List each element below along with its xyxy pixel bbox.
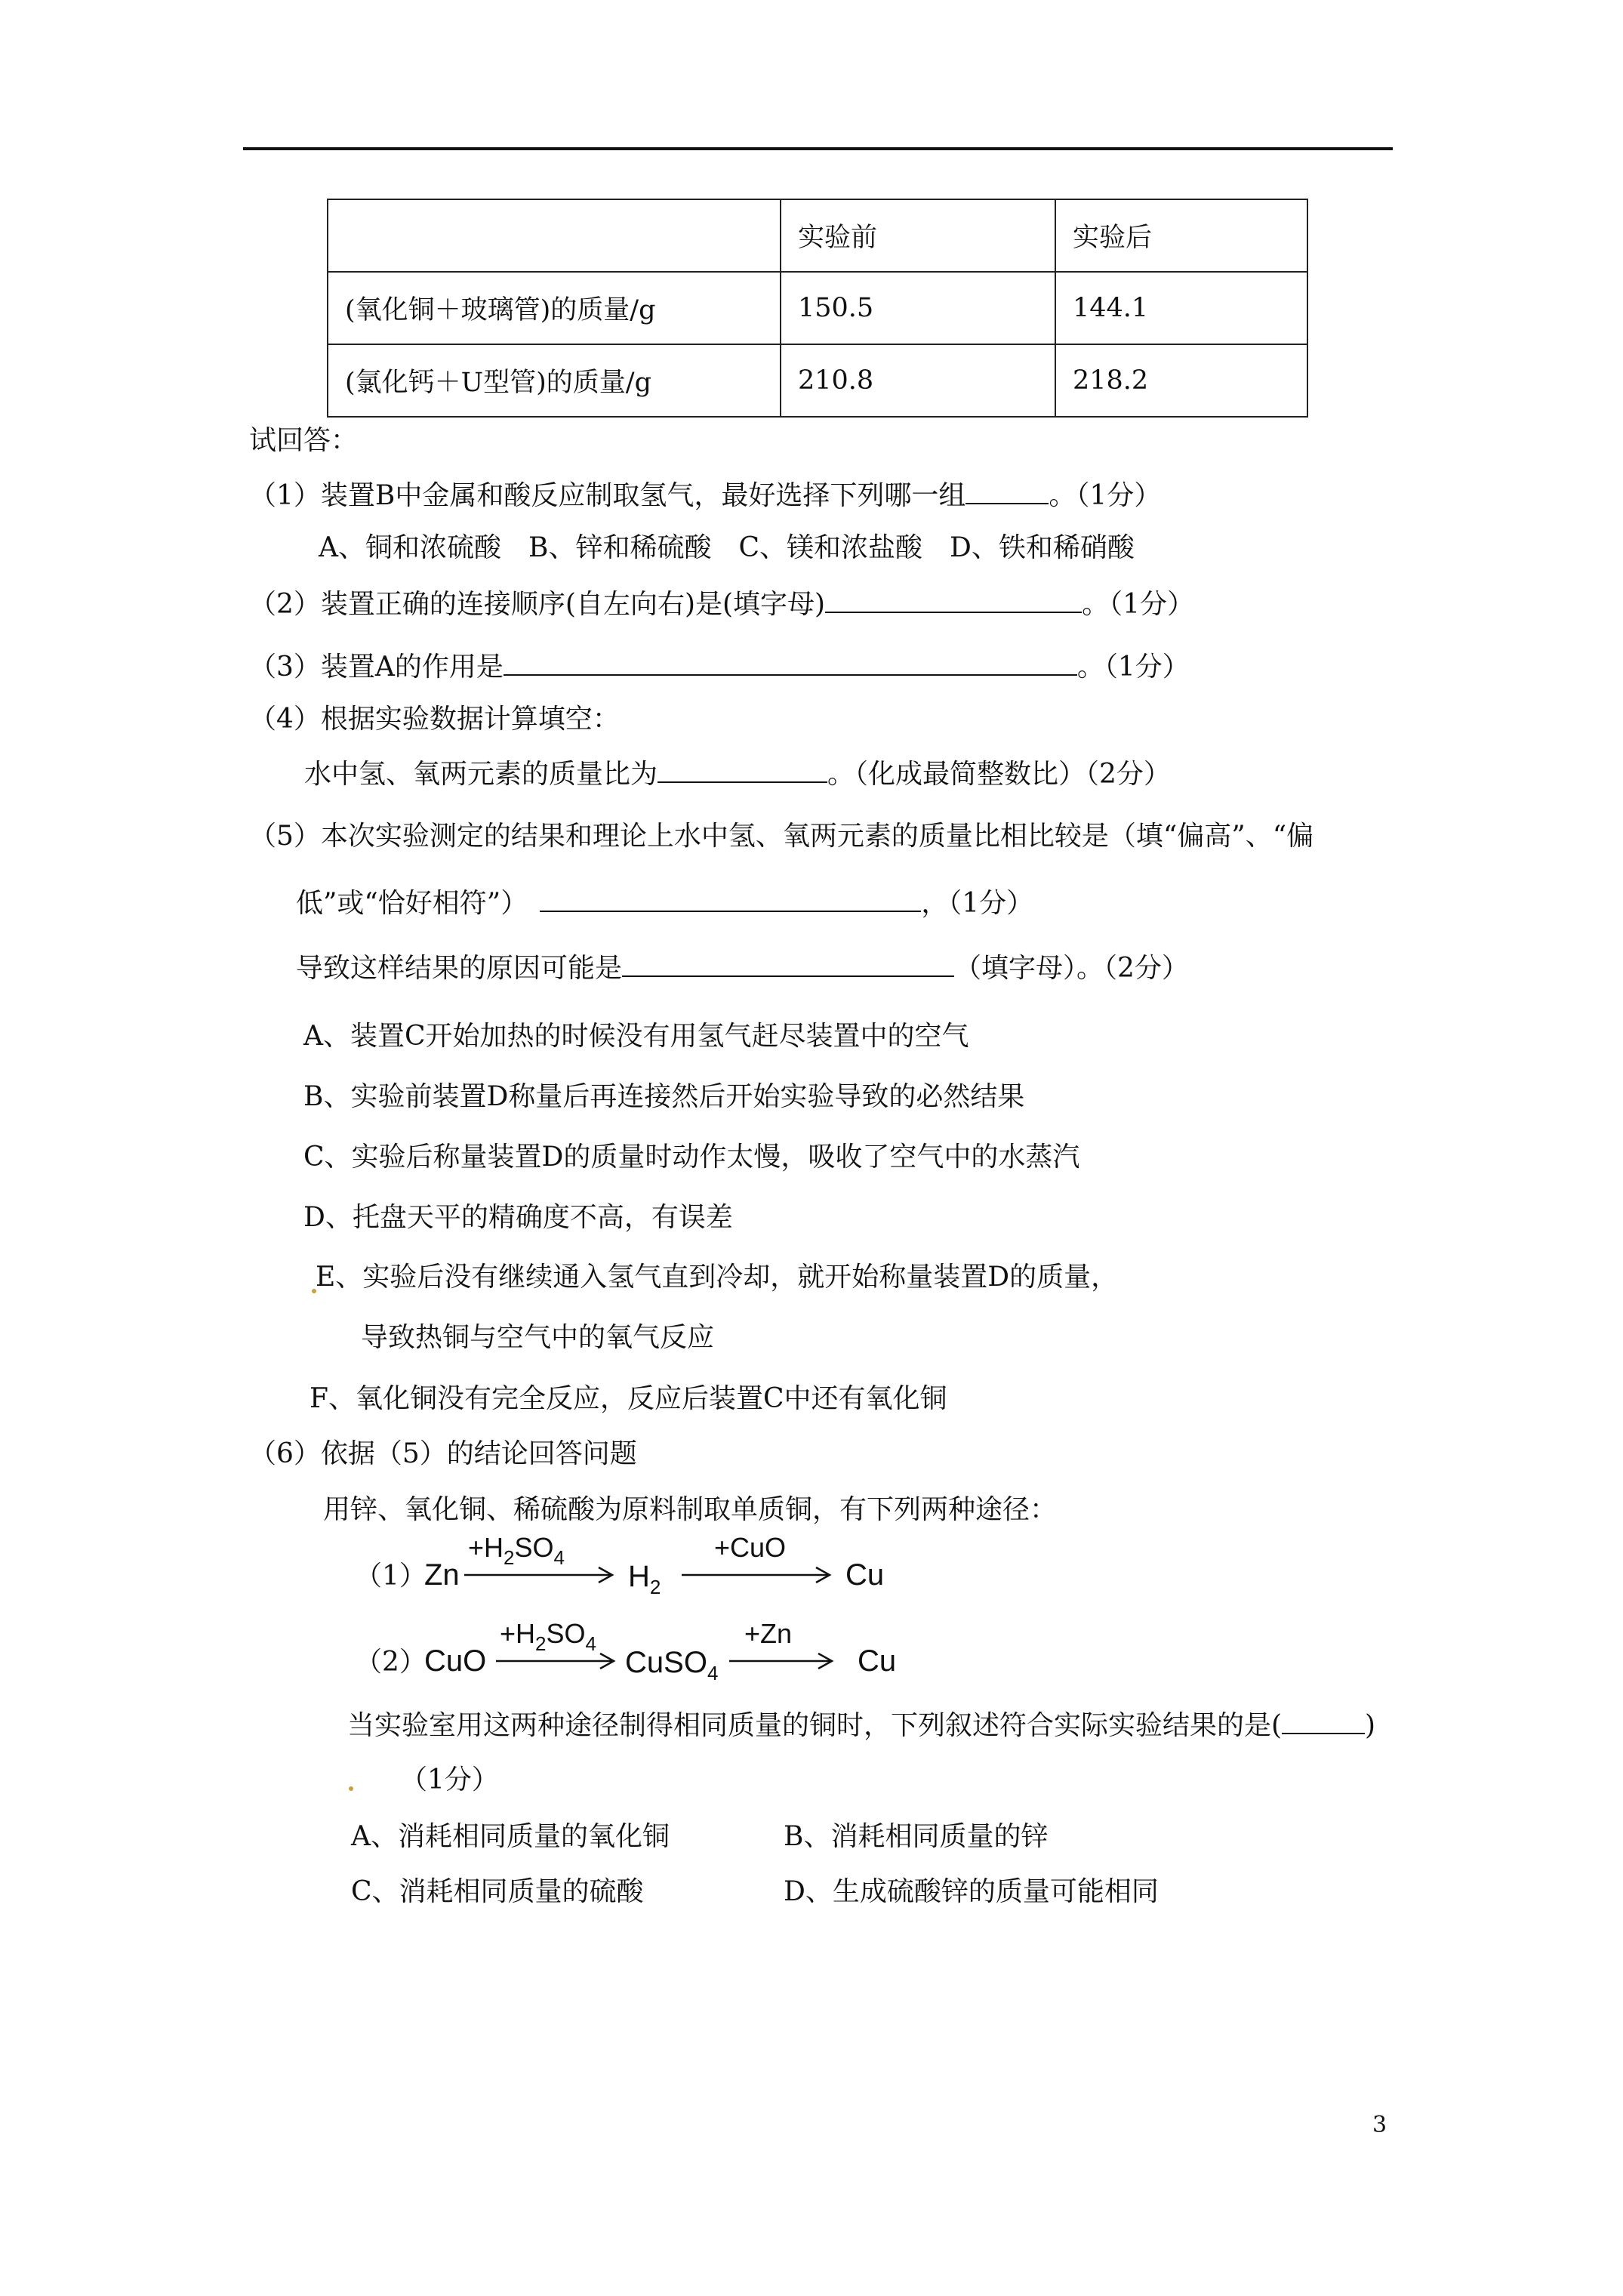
table-cell: 150.5 bbox=[781, 272, 1055, 344]
question-5-line3 bbox=[296, 953, 1189, 982]
question-1-options: A、铜和浓硫酸 B、锌和稀硫酸 C、镁和浓盐酸 D、铁和稀硝酸 bbox=[319, 532, 1135, 563]
question-5-line2 bbox=[296, 888, 1033, 917]
question-2-text: （2）装置正确的连接顺序(自左向右)是(填字母) bbox=[249, 589, 826, 620]
question-1-text: （1）装置B中金属和酸反应制取氢气，最好选择下列哪一组 bbox=[249, 480, 966, 511]
table-header-cell: 实验后 bbox=[1055, 199, 1307, 272]
q5-option-b: B、实验前装置D称量后再连接然后开始实验导致的必然结果 bbox=[303, 1081, 1025, 1112]
q6-option-c: C、消耗相同质量的硫酸 bbox=[351, 1876, 644, 1907]
question-6-intro: 用锌、氧化铜、稀硫酸为原料制取单质铜，有下列两种途径： bbox=[323, 1494, 1058, 1525]
question-3 bbox=[249, 652, 1190, 681]
question-5-line3-text: 导致这样结果的原因可能是 bbox=[296, 953, 623, 984]
question-4-line-text: 水中氢、氧两元素的质量比为 bbox=[304, 759, 658, 790]
question-2 bbox=[249, 589, 1194, 618]
table-header-cell: 实验前 bbox=[781, 199, 1055, 272]
table-cell: (氯化钙＋U型管)的质量/g bbox=[328, 344, 781, 417]
q5-option-a: A、装置C开始加热的时候没有用氢气赶尽装置中的空气 bbox=[303, 1021, 969, 1052]
question-6-prompt-text: 当实验室用这两种途径制得相同质量的铜时，下列叙述符合实际实验结果的是( bbox=[347, 1710, 1283, 1741]
q5-option-e-cont: 导致热铜与空气中的氧气反应 bbox=[361, 1322, 715, 1353]
route-2-end: Cu bbox=[858, 1644, 897, 1678]
q5-option-d: D、托盘天平的精确度不高，有误差 bbox=[303, 1202, 733, 1233]
answer-blank-1[interactable] bbox=[965, 480, 1049, 504]
answer-blank-4[interactable] bbox=[658, 759, 827, 783]
question-1-tail: 。（1分） bbox=[1049, 480, 1162, 511]
route-1-arrow-1 bbox=[464, 1566, 615, 1584]
route-2-arrow-2 bbox=[729, 1652, 835, 1670]
question-5-line3-tail: （填字母）。（2分） bbox=[954, 953, 1189, 984]
table-cell: (氧化铜＋玻璃管)的质量/g bbox=[328, 272, 781, 344]
q5-option-e: E、实验后没有继续通入氢气直到冷却，就开始称量装置D的质量， bbox=[316, 1262, 1119, 1293]
question-3-text: （3）装置A的作用是 bbox=[249, 652, 504, 683]
question-4: （4）根据实验数据计算填空： bbox=[249, 704, 620, 735]
question-4-line bbox=[304, 759, 1171, 788]
route-1-reagent-1: $+H_2SO_4$ bbox=[468, 1532, 565, 1569]
intro-text: 试回答： bbox=[249, 425, 359, 456]
table-row bbox=[328, 272, 1307, 344]
route-1-mid: $H_2$ bbox=[628, 1560, 661, 1598]
table-cell: 218.2 bbox=[1055, 344, 1307, 417]
route-2-arrow-1 bbox=[496, 1652, 617, 1670]
q6-option-d: D、生成硫酸锌的质量可能相同 bbox=[784, 1876, 1159, 1907]
question-1 bbox=[249, 480, 1161, 510]
speck-mark bbox=[349, 1786, 353, 1791]
question-3-tail: 。（1分） bbox=[1076, 652, 1190, 683]
route-2-start: CuO bbox=[424, 1644, 487, 1678]
answer-blank-5b[interactable] bbox=[622, 953, 954, 977]
answer-blank-2[interactable] bbox=[825, 589, 1082, 613]
q5-option-c: C、实验后称量装置D的质量时动作太慢，吸收了空气中的水蒸汽 bbox=[303, 1142, 1080, 1173]
q6-option-a: A、消耗相同质量的氧化铜 bbox=[351, 1821, 670, 1852]
table-header-cell bbox=[328, 199, 781, 272]
answer-blank-3[interactable] bbox=[504, 652, 1077, 676]
table-row bbox=[328, 344, 1307, 417]
data-table bbox=[327, 199, 1308, 418]
route-2-mid: CuSO$_4$ bbox=[625, 1646, 719, 1684]
question-5-line1: （5）本次实验测定的结果和理论上水中氢、氧两元素的质量比相比较是（填“偏高”、“偏 bbox=[249, 821, 1314, 852]
question-5-line2-tail: ，（1分） bbox=[921, 888, 1034, 919]
route-1-reagent-2: +CuO bbox=[714, 1532, 787, 1563]
table-header-row bbox=[328, 199, 1307, 272]
page-number: 3 bbox=[1372, 2112, 1387, 2138]
header-rule bbox=[243, 147, 1393, 150]
route-1-end: Cu bbox=[845, 1558, 885, 1592]
table-cell: 144.1 bbox=[1055, 272, 1307, 344]
question-2-tail: 。（1分） bbox=[1082, 589, 1194, 620]
question-6-prompt-tail: ) bbox=[1365, 1710, 1376, 1741]
answer-blank-6[interactable] bbox=[1282, 1710, 1365, 1734]
route-1-arrow-2 bbox=[682, 1566, 833, 1584]
route-1-label: （1） bbox=[355, 1561, 427, 1592]
route-2-label: （2） bbox=[355, 1647, 427, 1678]
q5-option-f: F、氧化铜没有完全反应，反应后装置C中还有氧化铜 bbox=[310, 1383, 947, 1414]
route-2-reagent-2: +Zn bbox=[744, 1618, 793, 1649]
q6-option-b: B、消耗相同质量的锌 bbox=[784, 1821, 1049, 1852]
question-6-prompt bbox=[347, 1710, 1375, 1740]
answer-blank-5a[interactable] bbox=[540, 888, 921, 912]
route-1-start: Zn bbox=[424, 1558, 460, 1592]
question-5-line2-text: 低”或“恰好相符”） bbox=[296, 888, 528, 919]
question-4-tail: 。（化成最简整数比）（2分） bbox=[827, 759, 1171, 790]
question-6: （6）依据（5）的结论回答问题 bbox=[249, 1438, 637, 1469]
route-2-reagent-1: $+H_2SO_4$ bbox=[500, 1618, 596, 1655]
question-6-score: （1分） bbox=[400, 1764, 499, 1795]
table-cell: 210.8 bbox=[781, 344, 1055, 417]
